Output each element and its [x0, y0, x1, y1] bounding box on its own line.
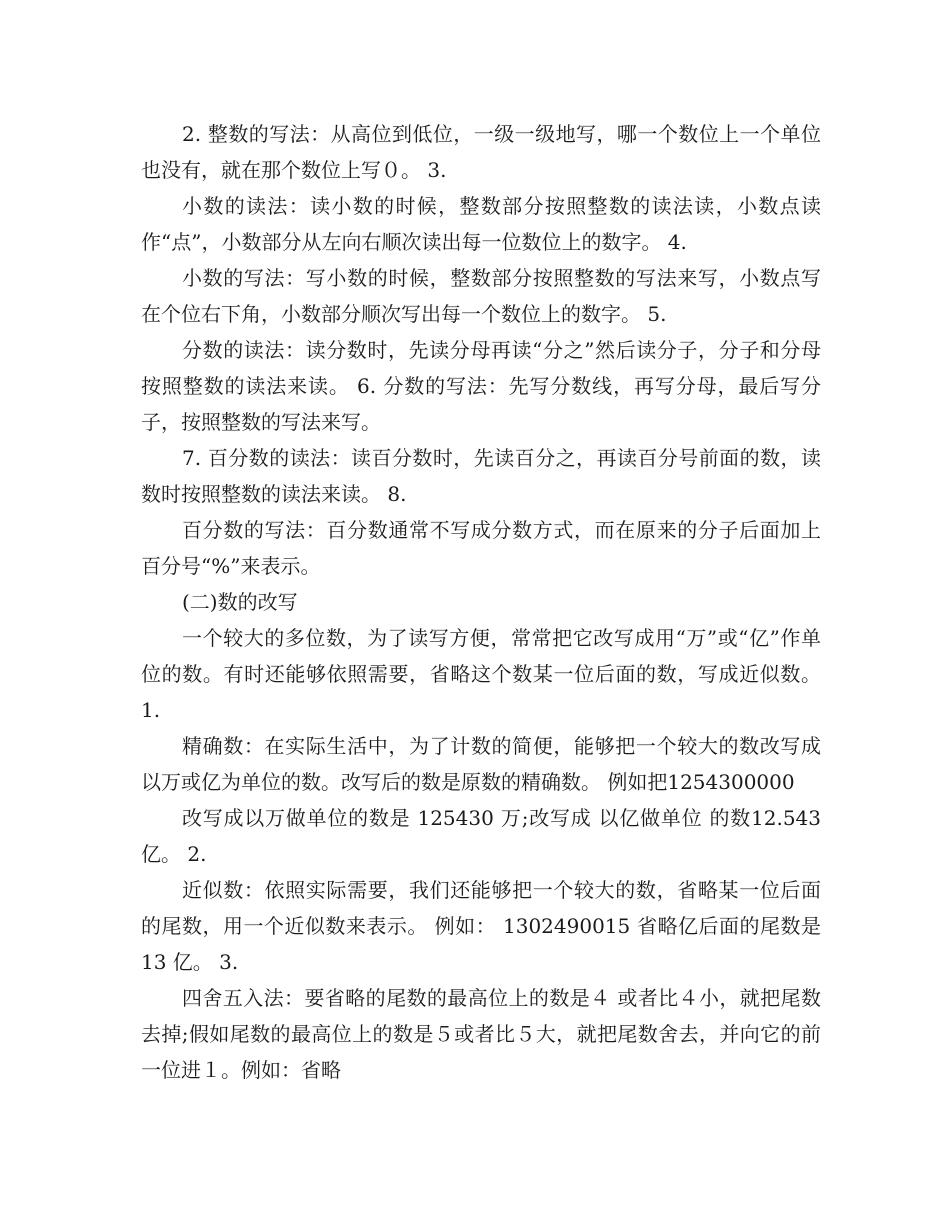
- paragraph-percent-reading: 7. 百分数的读法：读百分数时，先读百分之，再读百分号前面的数，读数时按照整数的读法来读。 8.: [141, 446, 821, 506]
- paragraph-exact-number: 精确数：在实际生活中，为了计数的简便，能够把一个较大的数改写成以万或亿为单位的数。改写后的数是原数的精确数。 例如把1254300000: [141, 734, 821, 794]
- paragraph-rewriting-intro: 一个较大的多位数，为了读写方便，常常把它改写成用“万”或“亿”作单位的数。有时还能够依照需要，省略这个数某一位后面的数，写成近似数。 1.: [141, 626, 821, 722]
- paragraph-approximate-number: 近似数：依照实际需要，我们还能够把一个较大的数，省略某一位后面的尾数，用一个近似数来表示。 例如： 1302490015 省略亿后面的尾数是 13 亿。 3.: [141, 878, 821, 974]
- document-body: [141, 116, 821, 1088]
- paragraph-rounding-rule: 四舍五入法：要省略的尾数的最高位上的数是４ 或者比４小，就把尾数去掉;假如尾数的最高位上的数是５或者比５大，就把尾数舍去，并向它的前一位进１。例如：省略: [141, 986, 821, 1082]
- paragraph-integer-writing: 2. 整数的写法：从高位到低位，一级一级地写，哪一个数位上一个单位也没有，就在那个数位上写０。 3.: [141, 122, 821, 182]
- paragraph-decimal-writing: 小数的写法：写小数的时候，整数部分按照整数的写法来写，小数点写在个位右下角，小数部分顺次写出每一个数位上的数字。 5.: [141, 266, 821, 326]
- paragraph-decimal-reading: 小数的读法：读小数的时候，整数部分按照整数的读法读，小数点读作“点”，小数部分从左向右顺次读出每一位数位上的数字。 4.: [141, 194, 821, 254]
- paragraph-fraction-reading-writing: 分数的读法：读分数时，先读分母再读“分之”然后读分子，分子和分母按照整数的读法来读。 6. 分数的写法：先写分数线，再写分母，最后写分子，按照整数的写法来写。: [141, 338, 821, 434]
- section-heading-number-rewriting: (二)数的改写: [182, 590, 298, 614]
- paragraph-exact-number-example: 改写成以万做单位的数是 125430 万;改写成 以亿做单位 的数12.543 亿。 2.: [141, 806, 821, 866]
- paragraph-percent-writing: 百分数的写法：百分数通常不写成分数方式，而在原来的分子后面加上百分号“%”来表示。: [141, 518, 821, 578]
